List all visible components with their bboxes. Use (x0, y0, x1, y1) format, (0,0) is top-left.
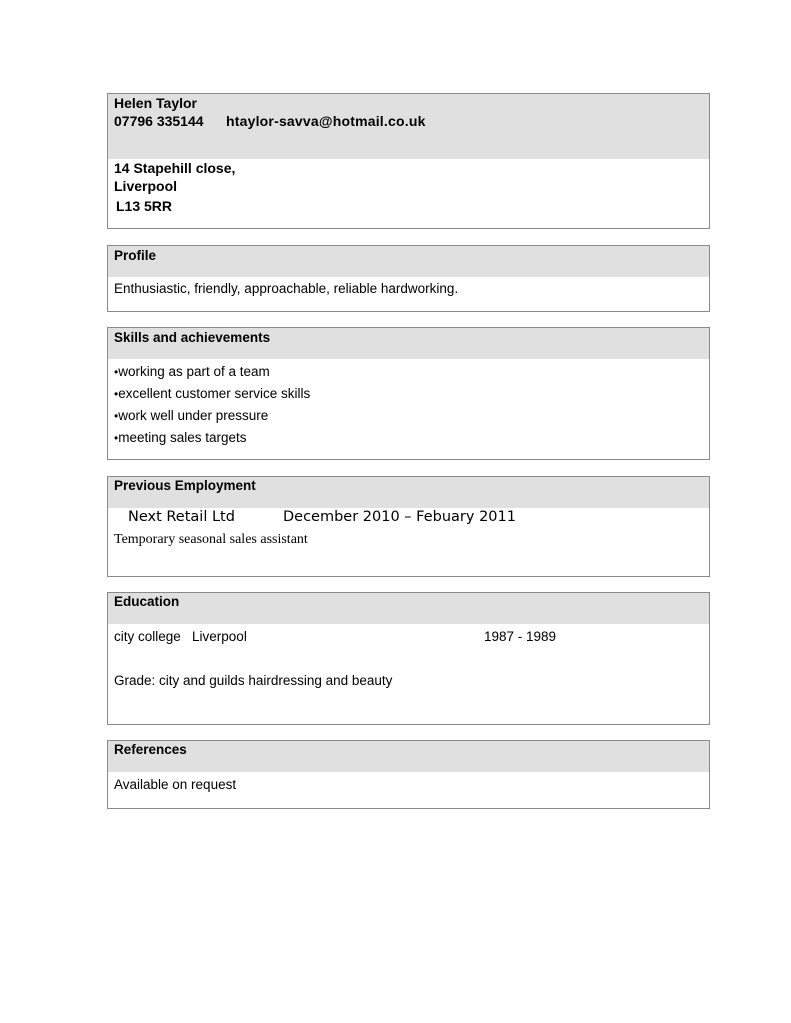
profile-heading: Profile (114, 248, 157, 263)
skills-header (108, 328, 709, 359)
skill-item (114, 364, 270, 379)
references-body (108, 772, 709, 808)
references-section (107, 740, 710, 809)
contact-address (108, 159, 709, 228)
skill-text: excellent customer service skills (118, 386, 311, 401)
education-body (108, 624, 709, 724)
profile-body (108, 277, 709, 311)
references-header (108, 741, 709, 772)
employment-header (108, 477, 709, 508)
skill-item (114, 408, 268, 423)
skills-heading: Skills and achievements (114, 330, 271, 345)
address-postcode: L13 5RR (116, 198, 173, 214)
skill-item (114, 386, 310, 401)
profile-text: Enthusiastic, friendly, approachable, reliable hardworking. (114, 281, 459, 296)
contact-section (107, 93, 710, 229)
bullet-icon: • (114, 409, 119, 423)
bullet-icon: • (114, 365, 119, 379)
skill-text: meeting sales targets (118, 430, 247, 445)
profile-section (107, 245, 710, 312)
address-line-2: Liverpool (114, 178, 178, 194)
references-heading: References (114, 742, 187, 757)
profile-header (108, 246, 709, 277)
employment-dates: December 2010 – Febuary 2011 (283, 509, 516, 525)
bullet-icon: • (114, 387, 119, 401)
contact-email: htaylor-savva@hotmail.co.uk (226, 113, 426, 129)
employment-body (108, 508, 709, 576)
contact-name: Helen Taylor (114, 95, 197, 111)
employment-section (107, 476, 710, 577)
education-heading: Education (114, 594, 180, 609)
skill-text: work well under pressure (118, 408, 269, 423)
address-line-1: 14 Stapehill close, (114, 160, 236, 176)
education-header (108, 593, 709, 624)
education-section (107, 592, 710, 725)
employment-heading: Previous Employment (114, 478, 256, 493)
skills-body (108, 359, 709, 459)
skill-text: working as part of a team (118, 364, 270, 379)
contact-phone: 07796 335144 (114, 113, 204, 129)
skill-item (114, 430, 247, 445)
bullet-icon: • (114, 431, 119, 445)
employer-name: Next Retail Ltd (128, 509, 235, 525)
references-text: Available on request (114, 777, 237, 792)
contact-header (108, 94, 709, 159)
education-grade: Grade: city and guilds hairdressing and beauty (114, 673, 393, 688)
college-name: city college Liverpool (114, 629, 247, 644)
education-years: 1987 - 1989 (484, 629, 557, 644)
skills-section (107, 327, 710, 460)
job-title: Temporary seasonal sales assistant (114, 532, 308, 547)
